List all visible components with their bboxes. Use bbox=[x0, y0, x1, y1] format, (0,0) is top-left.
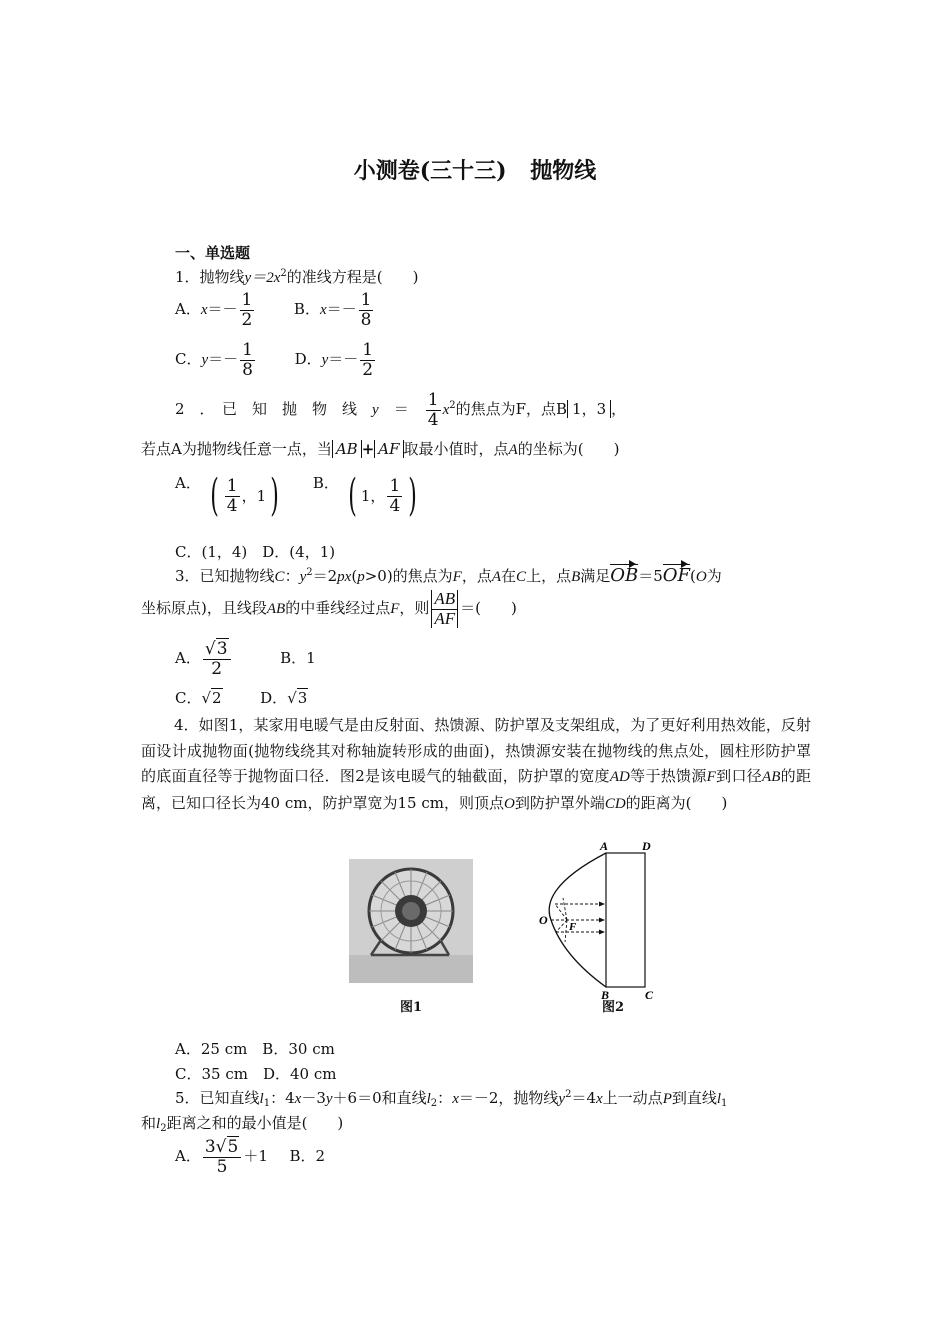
q2-line2: 若点A为抛物线任意一点，当 AB + AF 取最小值时，点A的坐标为( ) bbox=[141, 440, 620, 458]
q5-line2: 和$l_2$距离之和的最小值是( ) bbox=[141, 1114, 344, 1134]
title-main: 小测卷(三十三) bbox=[353, 158, 507, 184]
fig1-caption: 图1 bbox=[400, 1000, 423, 1015]
q2-options-cd: C．(1，4) D．(4，1) bbox=[175, 543, 336, 561]
label-O: O bbox=[539, 913, 548, 927]
q4-options-ab: A．25 cm B．30 cm bbox=[175, 1040, 335, 1058]
q1-options-cd: C．y＝－ $\frac{1}{8}$ D．y＝－ $\frac{1}{2}$ bbox=[175, 340, 374, 380]
heater-section-diagram bbox=[535, 838, 665, 1003]
page-title bbox=[0, 158, 950, 184]
q4-options-cd: C．35 cm D．40 cm bbox=[175, 1065, 337, 1083]
heater-photo bbox=[349, 859, 473, 983]
q5-options-ab: A． $\frac{3√5}{5}$ ＋1 B．2 bbox=[175, 1137, 326, 1177]
q3-options-cd: C．√2 D．√3 bbox=[175, 689, 308, 707]
label-D: D bbox=[642, 839, 651, 853]
q2-line1: 2 ． 已 知 抛 物 线 y ＝ $\frac{1}{4}$ $x^2$的焦点为F，点B 1，3 ， bbox=[175, 390, 627, 430]
q4-stem: 4．如图1，某家用电暖气是由反射面、热馈源、防护罩及支架组成，为了更好利用热效能，反射面设计成抛物面(抛物线绕其对称轴旋转形成的曲面)，热馈源安装在抛物线的焦点处，圆柱形防护罩的底面直径等于抛物面口径．图2是该电暖气的轴截面，防护罩的宽度AD等于热馈源F到口径AB的距离，已知口径长为40 cm，防护罩宽为15 cm，则顶点O到防护罩外端CD的距离为( ) bbox=[141, 716, 811, 812]
fig2-caption: 图2 bbox=[602, 1000, 625, 1015]
q1-stem: 1．抛物线$y=2x^2$的准线方程是( ) bbox=[175, 268, 419, 286]
label-C: C bbox=[645, 988, 654, 1002]
label-B: B bbox=[601, 988, 610, 1002]
label-F: F bbox=[569, 921, 577, 933]
title-sub: 抛物线 bbox=[530, 158, 597, 184]
q3-options-ab: A． $\frac{√3}{2}$ B．1 bbox=[175, 639, 316, 679]
label-A: A bbox=[600, 839, 609, 853]
q3-line2: 坐标原点)，且线段AB的中垂线经过点F，则 $\frac{AB}{AF}$ ＝( ) bbox=[141, 589, 517, 628]
q1-options-ab: A．x＝－ $\frac{1}{2}$ B．x＝－ $\frac{1}{8}$ bbox=[175, 290, 372, 330]
q5-line1: 5．已知直线$l_1$：4x－3y＋6＝0和直线$l_2$：x＝－2，抛物线$y^2=4x$上一动点P到直线$l_1$ bbox=[175, 1089, 728, 1109]
q2-options-ab: A． ( $\frac{1}{4}$ ，1) B． ( 1， $\frac{1}{4}$ ) bbox=[175, 470, 418, 521]
section-heading: 一、单选题 bbox=[175, 244, 251, 262]
q3-line1: 3．已知抛物线C：$y^2=2px(p>0)$的焦点为F，点A在C上，点B满足OB＝5OF(O为 bbox=[175, 565, 722, 586]
